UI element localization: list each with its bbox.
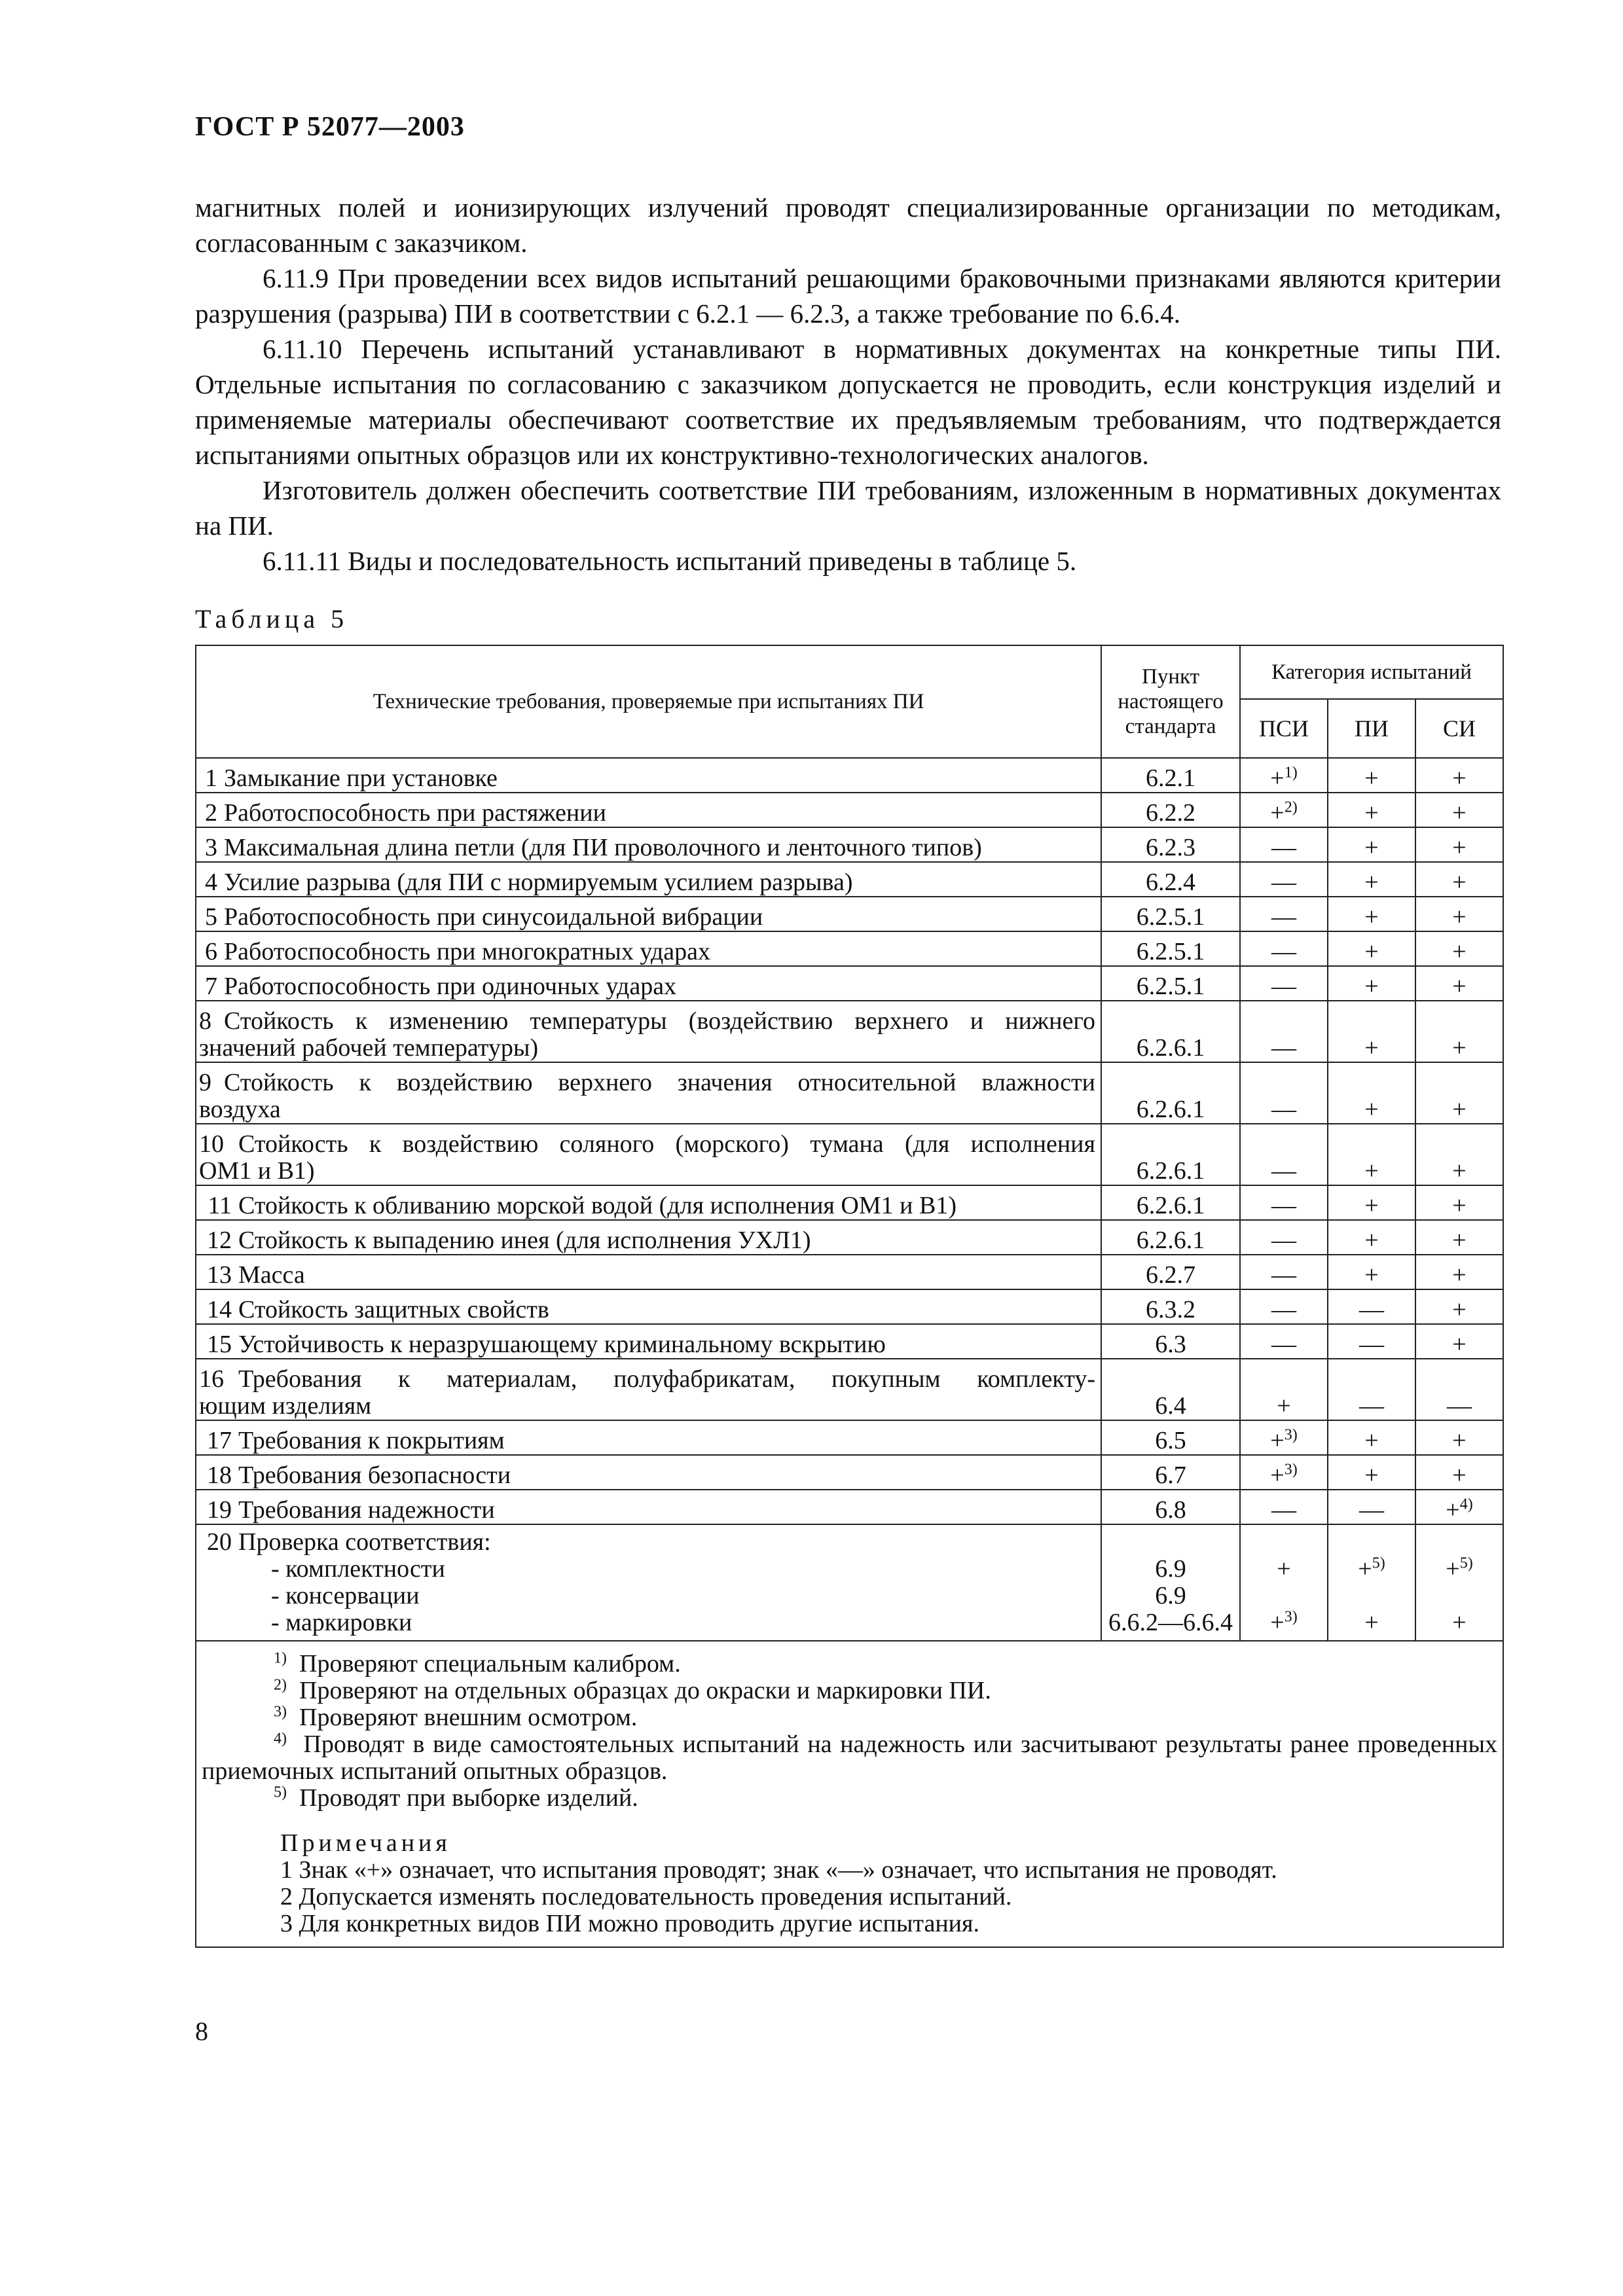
psi-mark-line [1243,1583,1324,1609]
psi-mark: — [1240,1255,1328,1289]
requirement-cell [196,827,1101,862]
requirement-line: 16 Требования к материалам, полуфабрикатам, покупным комплекту- [199,1365,1095,1393]
header-pi: ПИ [1328,699,1415,758]
psi-mark: — [1240,1062,1328,1124]
pi-mark: + [1328,1255,1415,1289]
requirement-text: Работоспособность при одиночных ударах [224,973,677,1000]
requirement-cell [196,1524,1101,1641]
psi-mark: — [1240,1220,1328,1255]
row-number: 10 [199,1130,224,1158]
si-mark: + [1415,1185,1503,1220]
footnote: $^{4)}$ Проводят в виде самостоятельных испытаний на надежность или засчитывают результаты ранее проведенных приемочных испытаний опытных образцов. [202,1730,1498,1785]
row-number: 19 [207,1496,232,1524]
footnote-marker: 3) [274,1703,287,1721]
clause-cell: 6.2.6.1 [1101,1185,1240,1220]
requirement-text: Устойчивость к неразрушающему криминальному вскрытию [238,1331,886,1358]
pi-mark: — [1328,1490,1415,1524]
page-number: 8 [195,2017,208,2046]
footnote-marker: 3) [1284,1461,1298,1479]
pi-mark: — [1328,1289,1415,1324]
row-number: 1 [205,764,217,792]
table-row [196,1255,1503,1289]
requirement-cell [196,862,1101,897]
requirement-line: ОМ1 и В1) [199,1157,315,1185]
row-number: 3 [205,834,217,861]
table-body [196,758,1503,1641]
table-row [196,827,1503,862]
requirement-subitem: - комплектности [271,1555,445,1583]
psi-mark: — [1240,1001,1328,1062]
requirement-line: 20 Проверка соответствия: [199,1528,491,1556]
si-mark-line: +$^{5)}$ [1446,1554,1473,1583]
requirement-cell [196,758,1101,793]
footnote-marker: 3) [1284,1608,1298,1626]
pi-mark: + [1328,897,1415,931]
si-mark: + [1415,897,1503,931]
requirement-subitem: - маркировки [271,1609,412,1636]
clause-cell-line: 6.9 [1155,1582,1186,1609]
footnote-marker: 1) [274,1649,287,1667]
row-number: 12 [207,1227,232,1254]
clause-cell-line: 6.9 [1155,1555,1186,1583]
requirement-text: Замыкание при установке [224,764,498,792]
requirement-cell [196,1359,1101,1420]
table-row [196,862,1503,897]
psi-mark: +$^{2)}$ [1240,793,1328,827]
note: 3 Для конкретных видов ПИ можно проводить другие испытания. [280,1910,979,1937]
requirement-cell [196,1289,1101,1324]
requirement-cell [196,1124,1101,1185]
header-si: СИ [1415,699,1503,758]
si-mark: + [1415,1124,1503,1185]
psi-mark: — [1240,1324,1328,1359]
row-number: 13 [207,1261,232,1289]
psi-mark: — [1240,931,1328,966]
requirement-text: Требования безопасности [238,1462,511,1489]
si-mark-line [1419,1583,1500,1609]
row-number: 9 [199,1069,211,1096]
table-row [196,1062,1503,1124]
si-mark: + [1415,1324,1503,1359]
clause-cell: 6.5 [1101,1420,1240,1455]
si-mark: + [1415,1062,1503,1124]
requirement-text: Максимальная длина петли (для ПИ проволочного и ленточного типов) [224,834,982,861]
pi-mark: + [1328,1124,1415,1185]
psi-mark [1240,1524,1328,1641]
requirement-text: Стойкость защитных свойств [238,1296,549,1323]
clause-cell: 6.8 [1101,1490,1240,1524]
row-number: 17 [207,1427,232,1454]
row-number: 7 [205,973,217,1000]
footnote: $^{2)}$ Проверяют на отдельных образцах до окраски и маркировки ПИ. [274,1676,991,1704]
psi-mark: — [1240,1185,1328,1220]
clause-cell: 6.2.6.1 [1101,1001,1240,1062]
pi-mark [1328,1524,1415,1641]
note: 2 Допускается изменять последовательность проведения испытаний. [280,1883,1012,1910]
si-mark: + [1415,758,1503,793]
table-row [196,1420,1503,1455]
clause-cell: 6.4 [1101,1359,1240,1420]
header-psi: ПСИ [1240,699,1328,758]
requirement-line: 9 Стойкость к воздействию верхнего значения относительной влажности [199,1069,1095,1096]
table-row [196,1001,1503,1062]
psi-mark: + [1240,1359,1328,1420]
spacer [1419,1529,1500,1556]
requirement-text: Работоспособность при растяжении [224,799,606,827]
psi-mark: — [1240,862,1328,897]
pi-mark: + [1328,1062,1415,1124]
table-row [196,966,1503,1001]
table-label: Таблица 5 [195,604,349,634]
row-number: 11 [208,1192,232,1219]
row-number: 16 [199,1365,224,1393]
footnote: $^{5)}$ Проводят при выборке изделий. [274,1784,638,1812]
table-row [196,758,1503,793]
spacer [1331,1529,1412,1556]
si-mark [1415,1524,1503,1641]
footnote-marker: 1) [1284,764,1298,781]
requirement-cell [196,1255,1101,1289]
psi-mark: +$^{3)}$ [1240,1455,1328,1490]
footnote-marker: 3) [1284,1426,1298,1444]
table-row [196,1124,1503,1185]
table-footer [196,1641,1503,1947]
requirement-text: Усилие разрыва (для ПИ с нормируемым усилием разрыва) [224,869,853,896]
footnote-marker: 5) [1459,1554,1473,1572]
row-number: 15 [207,1331,232,1358]
requirement-text: Стойкость к выпадению инея (для исполнения УХЛ1) [238,1227,811,1254]
requirement-text: Требования к покрытиям [238,1427,505,1454]
table-row [196,1289,1503,1324]
footnote-marker: 5) [1372,1554,1385,1572]
paragraph-6-11-9: 6.11.9 При проведении всех видов испытаний решающими браковочными признаками являются критерии разрушения (разрыва) ПИ в соответствии с 6.2.1 — 6.2.3, а также требование по 6.6.4. [195,263,1501,329]
table-row [196,931,1503,966]
document-code-header: ГОСТ Р 52077—2003 [195,112,465,142]
clause-cell: 6.2.2 [1101,793,1240,827]
requirement-line: 8 Стойкость к изменению температуры (воздействию верхнего и нижнего [199,1007,1095,1035]
si-mark: + [1415,1455,1503,1490]
clause-cell: 6.2.7 [1101,1255,1240,1289]
requirement-cell [196,966,1101,1001]
si-mark: + [1415,1220,1503,1255]
requirement-line: воздуха [199,1096,281,1123]
requirement-cell [196,1490,1101,1524]
clause-cell: 6.2.4 [1101,862,1240,897]
header-clause: Пункт настоящего стандарта [1101,645,1240,758]
tests-table [195,645,1504,1948]
si-mark: + [1415,827,1503,862]
table-row [196,897,1503,931]
clause-cell [1101,1524,1240,1641]
footnote-marker: 4) [1459,1496,1473,1513]
row-number: 4 [205,869,217,896]
pi-mark: + [1328,931,1415,966]
si-mark: + [1415,1420,1503,1455]
pi-mark: + [1328,1420,1415,1455]
si-mark: + [1415,931,1503,966]
clause-cell: 6.7 [1101,1455,1240,1490]
psi-mark: — [1240,897,1328,931]
spacer [1243,1529,1324,1556]
pi-mark: + [1328,1185,1415,1220]
paragraph-6-11-10: 6.11.10 Перечень испытаний устанавливают в нормативных документах на конкретные типы ПИ. Отдельные испытания по согласованию с заказчиком допускается не проводить, если конструкция изделий и применяемые материалы обеспечивают соответствие их предъявляемым требованиям, что подтверждается испытаниями опытных образцов или их конструктивно-технологических аналогов. [195,334,1501,470]
requirement-subitem: - консервации [271,1582,420,1609]
footnotes-cell [196,1641,1503,1947]
header-requirements: Технические требования, проверяемые при испытаниях ПИ [196,645,1101,758]
header-category: Категория испытаний [1240,645,1503,699]
clause-cell: 6.2.6.1 [1101,1062,1240,1124]
pi-mark-line [1331,1583,1412,1609]
row-number: 8 [199,1007,211,1035]
psi-mark: — [1240,1124,1328,1185]
pi-mark: + [1328,1001,1415,1062]
pi-mark: + [1328,793,1415,827]
clause-cell: 6.2.3 [1101,827,1240,862]
row-number: 14 [207,1296,232,1323]
si-mark: + [1415,1289,1503,1324]
requirement-cell [196,1455,1101,1490]
clause-cell: 6.2.5.1 [1101,897,1240,931]
paragraph-manufacturer: Изготовитель должен обеспечить соответствие ПИ требованиям, изложенным в нормативных документах на ПИ. [195,475,1501,541]
body-text [195,190,1501,579]
requirement-cell [196,1001,1101,1062]
pi-mark: + [1328,1455,1415,1490]
requirement-cell [196,793,1101,827]
psi-mark: +$^{3)}$ [1240,1420,1328,1455]
paragraph-continuation: магнитных полей и ионизирующих излучений проводят специализированные организации по методикам, согласованным с заказчиком. [195,192,1501,258]
clause-cell: 6.3.2 [1101,1289,1240,1324]
table-row [196,1455,1503,1490]
psi-mark: — [1240,827,1328,862]
requirement-cell [196,1062,1101,1124]
clause-cell: 6.2.1 [1101,758,1240,793]
pi-mark-line: + [1364,1609,1379,1636]
requirement-line: 10 Стойкость к воздействию соляного (морского) тумана (для исполнения [199,1130,1095,1158]
notes-title: Примечания [280,1829,451,1857]
table-row [196,1185,1503,1220]
clause-cell-line: 6.6.2—6.6.4 [1108,1609,1233,1636]
requirement-cell [196,897,1101,931]
row-number: 2 [205,799,217,827]
clause-cell: 6.2.6.1 [1101,1124,1240,1185]
requirement-line: значений рабочей температуры) [199,1034,539,1062]
si-mark: + [1415,1001,1503,1062]
pi-mark: + [1328,966,1415,1001]
table-row [196,1490,1503,1524]
pi-mark: — [1328,1324,1415,1359]
psi-mark: +$^{1)}$ [1240,758,1328,793]
requirement-cell [196,1324,1101,1359]
si-mark: + [1415,862,1503,897]
footnote-marker: 5) [274,1784,287,1801]
requirement-text: Масса [238,1261,305,1289]
psi-mark: — [1240,966,1328,1001]
footnote: $^{3)}$ Проверяют внешним осмотром. [274,1703,638,1731]
si-mark: +$^{4)}$ [1415,1490,1503,1524]
footnote-marker: 2) [1284,798,1298,816]
requirement-text: Работоспособность при синусоидальной вибрации [224,903,763,931]
psi-mark-line: +$^{3)}$ [1270,1608,1298,1636]
pi-mark: + [1328,1220,1415,1255]
clause-cell: 6.2.5.1 [1101,966,1240,1001]
requirement-text: Работоспособность при многократных ударах [224,938,711,965]
requirement-cell [196,1420,1101,1455]
psi-mark: — [1240,1289,1328,1324]
si-mark-line: + [1452,1609,1467,1636]
footnote: $^{1)}$ Проверяют специальным калибром. [274,1649,681,1677]
requirement-line: ющим изделиям [199,1392,372,1420]
si-mark: + [1415,1255,1503,1289]
pi-mark: + [1328,862,1415,897]
table-row [196,1524,1503,1641]
requirement-cell [196,1185,1101,1220]
clause-cell: 6.2.6.1 [1101,1220,1240,1255]
pi-mark: + [1328,758,1415,793]
table-row [196,1359,1503,1420]
requirement-text: Стойкость к обливанию морской водой (для исполнения ОМ1 и В1) [238,1192,957,1219]
spacer [1104,1529,1237,1556]
paragraph-6-11-11: 6.11.11 Виды и последовательность испытаний приведены в таблице 5. [263,546,1077,576]
clause-cell: 6.3 [1101,1324,1240,1359]
pi-mark: — [1328,1359,1415,1420]
table-row [196,793,1503,827]
clause-cell: 6.2.5.1 [1101,931,1240,966]
requirement-cell [196,931,1101,966]
si-mark: + [1415,966,1503,1001]
footnote-marker: 2) [274,1676,287,1694]
note: 1 Знак «+» означает, что испытания проводят; знак «—» означает, что испытания не проводят. [280,1856,1277,1884]
requirement-text: Требования надежности [238,1496,495,1524]
table-row [196,1220,1503,1255]
row-number: 20 [207,1528,232,1556]
pi-mark: + [1328,827,1415,862]
psi-mark: — [1240,1490,1328,1524]
requirement-cell [196,1220,1101,1255]
si-mark: — [1415,1359,1503,1420]
footnote-marker: 4) [274,1730,287,1748]
psi-mark-line: + [1277,1555,1291,1583]
si-mark: + [1415,793,1503,827]
row-number: 6 [205,938,217,965]
table-row [196,1324,1503,1359]
pi-mark-line: +$^{5)}$ [1358,1554,1385,1583]
row-number: 5 [205,903,217,931]
row-number: 18 [207,1462,232,1489]
